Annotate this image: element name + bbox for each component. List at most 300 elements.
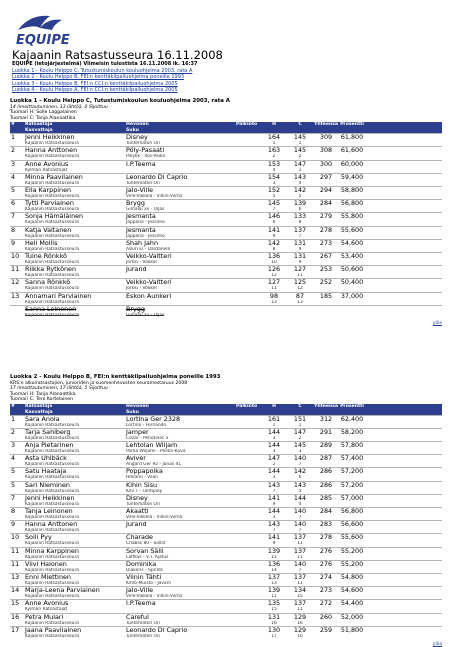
total-cell: 259 bbox=[313, 626, 339, 634]
table-row bbox=[10, 213, 442, 221]
h-place-cell: 9 bbox=[272, 501, 276, 507]
rider-cell: Enni Miettinen bbox=[24, 574, 125, 582]
pedigree-cell: Tuntematon Ori bbox=[126, 501, 161, 507]
c-place-cell: 4 bbox=[298, 501, 302, 507]
c-score-cell: 151 bbox=[287, 415, 313, 423]
h-place-cell: 11 bbox=[271, 594, 277, 600]
total-cell: 252 bbox=[313, 279, 339, 287]
c-place-cell: 1 bbox=[298, 422, 302, 428]
percent-cell: 54,600 bbox=[340, 239, 364, 247]
horse-cell: Pöly-Pasaati bbox=[125, 147, 235, 155]
col-h: H bbox=[261, 122, 287, 128]
col-club: Kasvattaja bbox=[24, 410, 125, 416]
rank-cell: 14 bbox=[10, 587, 24, 595]
rider-cell: Sara Anola bbox=[24, 415, 125, 423]
h-place-cell: 13 bbox=[271, 299, 277, 305]
horse-cell: Akaatti bbox=[125, 508, 235, 516]
h-score-cell: 152 bbox=[261, 187, 287, 195]
percent-cell: 59,400 bbox=[340, 173, 364, 181]
c-score-cell: 125 bbox=[287, 279, 313, 287]
horse-cell: Jamper bbox=[125, 428, 235, 436]
rider-cell: Anne Avonius bbox=[24, 600, 125, 608]
c-place-cell: 15 bbox=[297, 594, 303, 600]
h-score-cell: 135 bbox=[261, 600, 287, 608]
percent-cell: 57,800 bbox=[340, 441, 364, 450]
horse-cell: Shah Jahn bbox=[125, 239, 235, 247]
table-row bbox=[10, 415, 442, 423]
table-row bbox=[10, 147, 442, 155]
c-score-cell: 145 bbox=[287, 147, 313, 155]
rider-cell: Annamari Parviainen bbox=[24, 292, 125, 300]
c-score-cell: 143 bbox=[287, 173, 313, 181]
h-score-cell: 144 bbox=[261, 468, 287, 476]
percent-cell bbox=[339, 305, 365, 313]
percent-cell: 55,200 bbox=[340, 547, 364, 555]
class-link-2[interactable]: Luokka 2 - Koulu Helppo B, FEI:n kenttäkilpailuohjelma poneille 1993 bbox=[12, 74, 185, 81]
total-cell: 284 bbox=[313, 200, 339, 208]
rank-cell: 4 bbox=[10, 455, 24, 463]
horse-cell: Jurand bbox=[125, 266, 235, 274]
pedigree-cell: Askin El - Dardanelli bbox=[126, 246, 171, 252]
h-place-cell: 5 bbox=[272, 194, 276, 200]
total-cell: 260 bbox=[313, 613, 339, 621]
c-score-cell: 139 bbox=[287, 200, 313, 208]
class-1-section bbox=[10, 98, 442, 326]
col-rank: # bbox=[10, 122, 24, 128]
table-row bbox=[10, 187, 442, 195]
class-2-meta-2: Tuomari H: Tanja Alanaattika bbox=[10, 391, 76, 397]
col-judge: Palkinto bbox=[235, 122, 261, 128]
table-row bbox=[10, 547, 442, 555]
c-score-cell bbox=[287, 305, 313, 313]
h-score-cell: 127 bbox=[261, 279, 287, 287]
rider-cell: Katja Valtanen bbox=[24, 226, 125, 234]
h-place-cell: 7 bbox=[272, 488, 276, 494]
c-score-cell: 131 bbox=[287, 239, 313, 247]
c-place-cell: 7 bbox=[298, 567, 302, 573]
table-row bbox=[10, 468, 442, 476]
table-row bbox=[10, 534, 442, 542]
club-cell: Kajaanin Ratsastusseura bbox=[25, 435, 79, 441]
total-cell: 278 bbox=[313, 534, 339, 542]
c-score-cell: 143 bbox=[287, 481, 313, 489]
total-cell: 279 bbox=[313, 213, 339, 221]
class-1-title: Luokka 1 - Koulu Helppo C, Tutustumiskoulun kouluohjelma 2003, rata A bbox=[10, 98, 230, 104]
total-cell: 273 bbox=[313, 239, 339, 247]
rider-cell: Anja Pietarinen bbox=[24, 442, 125, 450]
col-rider: Ratsastaja bbox=[24, 122, 125, 128]
total-cell: 284 bbox=[313, 508, 339, 516]
c-score-cell: 131 bbox=[287, 253, 313, 261]
total-cell: 285 bbox=[313, 494, 339, 502]
h-score-cell: 144 bbox=[261, 428, 287, 436]
club-cell: Kajaanin Ratsastusseura bbox=[25, 207, 79, 213]
c-place-cell: 7 bbox=[298, 528, 302, 534]
total-cell: 185 bbox=[313, 292, 339, 300]
rank-cell: 11 bbox=[10, 266, 24, 274]
table-row bbox=[10, 613, 442, 621]
rank-cell: 7 bbox=[10, 213, 24, 221]
pedigree-cell: Jorkki - Vokker bbox=[126, 286, 158, 292]
table-row bbox=[10, 574, 442, 582]
c-score-cell: 140 bbox=[287, 560, 313, 568]
h-place-cell: 17 bbox=[271, 633, 277, 639]
c-score-cell: 147 bbox=[287, 160, 313, 168]
c-score-cell: 137 bbox=[287, 226, 313, 234]
total-cell: 276 bbox=[313, 560, 339, 568]
rank-cell: 5 bbox=[10, 187, 24, 195]
h-score-cell bbox=[261, 305, 287, 313]
c-place-cell: 16 bbox=[297, 633, 303, 639]
col-horse: Hevonen bbox=[125, 122, 235, 128]
percent-cell: 56,800 bbox=[340, 507, 364, 516]
h-place-cell: 13 bbox=[271, 581, 277, 587]
h-score-cell: 136 bbox=[261, 560, 287, 568]
pedigree-cell: Lortino - Fernando bbox=[126, 422, 167, 428]
rank-cell: 1 bbox=[10, 415, 24, 423]
class-link-3[interactable]: Luokka 3 - Koulu Helppo B, FEI:n CCI:n kenttäkilpailuohjelma 2005 bbox=[12, 80, 178, 87]
total-cell: 300 bbox=[313, 160, 339, 168]
update-text: EQUIPE (ietojärjestelmä) Viimeisin tulostista 16.11.2008 lk. 16:37 bbox=[12, 61, 198, 67]
total-cell: 308 bbox=[313, 147, 339, 155]
total-cell: 272 bbox=[313, 600, 339, 608]
h-score-cell: 130 bbox=[261, 626, 287, 634]
table-row bbox=[10, 226, 442, 234]
c-score-cell: 137 bbox=[287, 600, 313, 608]
pedigree-cell: Kihi T - Tahtipoly bbox=[126, 488, 163, 494]
club-cell: Kajaanin Ratsastusseura bbox=[25, 567, 79, 573]
horse-cell: Lehtolan Wiljam bbox=[125, 442, 235, 450]
col-total: Yhteensä bbox=[314, 403, 339, 409]
percent-cell: 54,600 bbox=[340, 586, 364, 595]
class-1-meta-1: Tuomari H: Solle Laggalainen bbox=[10, 110, 77, 116]
page-title: Kajaanin Ratsastusseura 16.11.2008 bbox=[12, 48, 223, 62]
club-cell: Kajaanin Ratsastusseura bbox=[25, 515, 79, 521]
rider-cell: Sanna Rönkkö bbox=[24, 279, 125, 287]
table-row bbox=[10, 587, 442, 595]
class-2-meta-0: KRS:n alkuiratsastajien, junioriden ja suomenhevosten seuramestaruus 2008 bbox=[10, 381, 188, 386]
c-score-cell: 134 bbox=[287, 587, 313, 595]
h-score-cell: 142 bbox=[261, 239, 287, 247]
percent-cell: 52,000 bbox=[340, 613, 364, 621]
club-cell: Kajaanin Ratsastusseura bbox=[25, 462, 79, 468]
rider-cell: Tanja Leinonen bbox=[24, 508, 125, 516]
table-row bbox=[10, 134, 442, 142]
horse-cell: I.P.Teema bbox=[125, 160, 235, 168]
class-2-meta-3: Tuomari C: Tero Kortelainen bbox=[10, 397, 73, 403]
h-place-cell: 11 bbox=[271, 286, 277, 292]
rank-cell: 17 bbox=[10, 626, 24, 634]
rank-cell: 2 bbox=[10, 428, 24, 436]
club-cell: Kylmän Ratsastajat bbox=[25, 167, 68, 173]
club-cell: Kajaanin Ratsastusseura bbox=[25, 273, 79, 279]
horse-cell: I.P.Teema bbox=[125, 600, 235, 608]
club-cell: Kajaanin Ratsastusseura bbox=[25, 246, 79, 252]
col-rider: Ratsastaja bbox=[24, 404, 125, 410]
class-2-title: Luokka 2 - Koulu Helppo B, FEI:n kenttäkilpailuohjelma poneille 1993 bbox=[10, 374, 221, 380]
c-place-cell: 11 bbox=[297, 607, 303, 613]
pedigree-cell: Laffkas - V.T. Ajatus bbox=[126, 554, 169, 560]
c-place-cell bbox=[287, 313, 313, 318]
club-cell: Kajaanin Ratsastusseura bbox=[25, 260, 79, 266]
horse-cell: Leonardo Di Caprio bbox=[125, 626, 235, 634]
percent-cell: 55,600 bbox=[340, 533, 364, 542]
total-cell: 274 bbox=[313, 574, 339, 582]
c-score-cell: 140 bbox=[287, 455, 313, 463]
club-cell: Kajaanin Ratsastusseura bbox=[25, 554, 79, 560]
pedigree-cell: Tuntematon Ori bbox=[126, 620, 161, 626]
pedigree-cell: Jappana - Jessimo bbox=[126, 220, 165, 226]
horse-cell: Brygg bbox=[125, 305, 235, 313]
percent-cell: 60,000 bbox=[340, 160, 364, 168]
horse-cell: Leonardo Di Caprio bbox=[125, 173, 235, 181]
table-row bbox=[10, 239, 442, 247]
col-h: H bbox=[261, 404, 287, 410]
pedigree-cell: Kihlo-Muisto - Javärli bbox=[126, 581, 171, 587]
horse-cell: Eskon Aunkeri bbox=[125, 292, 235, 300]
percent-cell: 57,400 bbox=[340, 454, 364, 463]
total-cell: 309 bbox=[313, 134, 339, 142]
pedigree-cell: Angard Ger 92 - Jonas 41 bbox=[126, 462, 182, 468]
club-cell: Kajaanin Ratsastusseura bbox=[25, 594, 79, 600]
percent-cell: 37,000 bbox=[340, 292, 364, 300]
c-place-cell: 7 bbox=[298, 515, 302, 521]
pedigree-cell: Tuntematon Ori bbox=[126, 141, 161, 147]
club-cell: Kajaanin Ratsastusseura bbox=[25, 312, 79, 318]
total-cell: 286 bbox=[313, 468, 339, 476]
rank-cell: 9 bbox=[10, 239, 24, 247]
h-place-cell: 1 bbox=[272, 141, 276, 147]
h-score-cell: 98 bbox=[261, 292, 287, 300]
col-c: C bbox=[287, 122, 313, 128]
c-score-cell: 87 bbox=[287, 292, 313, 300]
pedigree-cell: Jorkki - Vokker bbox=[126, 260, 158, 266]
rank-cell: 4 bbox=[10, 173, 24, 181]
h-score-cell: 141 bbox=[261, 534, 287, 542]
h-place-cell: 15 bbox=[271, 607, 277, 613]
c-place-cell: 11 bbox=[297, 273, 303, 279]
total-cell: 286 bbox=[313, 481, 339, 489]
table-row bbox=[10, 494, 442, 502]
back-to-top-link[interactable]: ylös bbox=[432, 321, 442, 327]
rider-cell: Petra Mulari bbox=[24, 613, 125, 621]
pedigree-cell: Diakoris - Sprilds bbox=[126, 567, 163, 573]
club-cell: Kajaanin Ratsastusseura bbox=[25, 141, 79, 147]
h-place-cell: 3 bbox=[272, 475, 276, 481]
rider-cell: Tarja Sahlberg bbox=[24, 428, 125, 436]
rider-cell: Jaana Paavilainen bbox=[24, 626, 125, 634]
table-row bbox=[10, 200, 442, 208]
c-place-cell: 11 bbox=[297, 554, 303, 560]
percent-cell: 57,200 bbox=[340, 467, 364, 476]
horse-cell: Veikko-Valtteri bbox=[125, 253, 235, 261]
club-cell: Kajaanin Ratsastusseura bbox=[25, 541, 79, 547]
h-score-cell: 145 bbox=[261, 200, 287, 208]
back-to-top-link[interactable]: ylös bbox=[432, 642, 442, 647]
c-score-cell: 129 bbox=[287, 613, 313, 621]
club-cell: Kajaanin Ratsastusseura bbox=[25, 449, 79, 455]
rank-cell: 10 bbox=[10, 534, 24, 542]
c-place-cell: 13 bbox=[297, 299, 303, 305]
col-judge: Palkinto bbox=[235, 404, 261, 410]
h-place-cell: 3 bbox=[272, 180, 276, 186]
c-score-cell: 142 bbox=[287, 187, 313, 195]
c-score-cell: 147 bbox=[287, 428, 313, 436]
col-total: Yhteensä bbox=[314, 122, 339, 128]
h-place-cell: 2 bbox=[272, 462, 276, 468]
col-c: C bbox=[287, 404, 313, 410]
h-score-cell: 144 bbox=[261, 442, 287, 450]
h-place-cell bbox=[261, 313, 287, 318]
horse-cell: Careful bbox=[125, 613, 235, 621]
horse-cell: Aviver bbox=[125, 455, 235, 463]
h-place-cell: 14 bbox=[271, 567, 277, 573]
pedigree-cell: Porka Wiljami - Pestin-Kuva bbox=[126, 449, 186, 455]
percent-cell: 57,000 bbox=[340, 494, 364, 502]
rank-cell: 3 bbox=[10, 442, 24, 450]
table-row bbox=[10, 442, 442, 450]
c-place-cell: 9 bbox=[298, 260, 302, 266]
col-club: Kasvattaja bbox=[24, 128, 125, 134]
c-place-cell: 9 bbox=[298, 246, 302, 252]
club-cell: Kajaanin Ratsastusseura bbox=[25, 475, 79, 481]
club-cell: Kajaanin Ratsastusseura bbox=[25, 488, 79, 494]
col-pct: Prosentti bbox=[340, 403, 364, 409]
rank-cell: 2 bbox=[10, 147, 24, 155]
class-1-meta-2: Tuomari C: Tanja Alanaattika bbox=[10, 115, 76, 121]
club-cell: Kylmän Ratsastajat bbox=[25, 607, 68, 613]
rider-cell: Minna Karppinen bbox=[24, 547, 125, 555]
c-score-cell: 137 bbox=[287, 534, 313, 542]
class-2-meta-1: 17 ilmoittautuminen, 17 lähtöä, 5 Sijoittuu bbox=[10, 386, 108, 392]
pedigree-cell: Pölykk - Ilos-Paika bbox=[126, 154, 166, 160]
table-row bbox=[10, 279, 442, 287]
c-score-cell: 144 bbox=[287, 494, 313, 502]
percent-cell: 54,800 bbox=[340, 573, 364, 582]
horse-cell: Jurand bbox=[125, 521, 235, 529]
horse-cell: Kihin Sisu bbox=[125, 481, 235, 489]
col-horse: Hevonen bbox=[125, 404, 235, 410]
rider-cell: Jenni Heikkinen bbox=[24, 494, 125, 502]
table-row-detail bbox=[10, 313, 442, 318]
club-cell: Kajaanin Ratsastusseura bbox=[25, 233, 79, 239]
rank-cell: 15 bbox=[10, 600, 24, 608]
percent-cell: 61,800 bbox=[340, 133, 364, 142]
club-cell: Kajaanin Ratsastusseura bbox=[25, 180, 79, 186]
c-score-cell: 133 bbox=[287, 213, 313, 221]
h-place-cell: 8 bbox=[272, 246, 276, 252]
h-score-cell: 136 bbox=[261, 253, 287, 261]
pedigree-cell: Gimalai xx - Uljas bbox=[126, 312, 165, 318]
col-horse-sub: Suku bbox=[125, 128, 235, 134]
class-link-4[interactable]: Luokka 4 - Koulu Helppo A, FEI:n CCI:n kenttäkilpailuohjelma 2005 bbox=[12, 87, 178, 94]
pedigree-cell: Chablis 80 - Sollst bbox=[126, 541, 166, 547]
h-place-cell: 7 bbox=[272, 207, 276, 213]
pedigree-cell: Cezar - Pehotinec x bbox=[126, 435, 169, 441]
h-score-cell: 126 bbox=[261, 266, 287, 274]
percent-cell: 50,400 bbox=[340, 278, 364, 287]
table-row bbox=[10, 173, 442, 181]
rank-cell: 9 bbox=[10, 521, 24, 529]
rank-cell: 13 bbox=[10, 574, 24, 582]
club-cell: Kajaanin Ratsastusseura bbox=[25, 633, 79, 639]
rider-cell: Heli Mollis bbox=[24, 239, 125, 247]
total-cell: 287 bbox=[313, 455, 339, 463]
rider-cell: Tuine Rönkkö bbox=[24, 253, 125, 261]
table-row bbox=[10, 560, 442, 568]
rider-cell: Minna Paavilainen bbox=[24, 173, 125, 181]
percent-cell: 53,400 bbox=[340, 252, 364, 261]
pedigree-cell: Hekarei - Vilari bbox=[126, 475, 159, 481]
pedigree-cell: Tuntematon Ori bbox=[126, 633, 161, 639]
rider-cell: Riikka Rytkönen bbox=[24, 266, 125, 274]
percent-cell: 50,600 bbox=[340, 265, 364, 274]
c-place-cell: 6 bbox=[298, 207, 302, 213]
h-score-cell: 154 bbox=[261, 173, 287, 181]
percent-cell: 55,200 bbox=[340, 560, 364, 568]
rank-cell: 13 bbox=[10, 292, 24, 300]
rider-cell: Tytti Parviainen bbox=[24, 200, 125, 208]
h-place-cell: 9 bbox=[272, 541, 276, 547]
rank-cell: 10 bbox=[10, 253, 24, 261]
c-score-cell: 140 bbox=[287, 508, 313, 516]
c-place-cell: 2 bbox=[298, 435, 302, 441]
percent-cell: 56,800 bbox=[340, 199, 364, 208]
table-row bbox=[10, 481, 442, 489]
class-link-1[interactable]: Luokka 1 - Koulu Helppo C, Tutustumiskoulun kouluohjelma 2003, rata A bbox=[12, 67, 193, 74]
percent-cell: 57,200 bbox=[340, 481, 364, 489]
club-cell: Kajaanin Ratsastusseura bbox=[25, 154, 79, 160]
h-score-cell: 146 bbox=[261, 213, 287, 221]
c-score-cell: 145 bbox=[287, 134, 313, 142]
club-cell: Kajaanin Ratsastusseura bbox=[25, 299, 79, 305]
horse-cell: Charade bbox=[125, 534, 235, 542]
rider-cell: Sonja Hämäläinen bbox=[24, 213, 125, 221]
total-cell: 278 bbox=[313, 226, 339, 234]
c-place-cell: 11 bbox=[297, 541, 303, 547]
rider-cell: Ella Karppinen bbox=[24, 187, 125, 195]
h-place-cell: 7 bbox=[272, 528, 276, 534]
rider-cell: Viivi Halonen bbox=[24, 560, 125, 568]
rider-cell: Satu Haataja bbox=[24, 468, 125, 476]
rank-cell: 3 bbox=[10, 160, 24, 168]
h-place-cell: 1 bbox=[272, 422, 276, 428]
pedigree-cell: Ville-Vikkelä - Vilkin-Viima bbox=[126, 594, 183, 600]
c-place-cell: 2 bbox=[298, 154, 302, 160]
horse-cell: Dominika bbox=[125, 560, 235, 568]
table-row bbox=[10, 600, 442, 608]
rider-cell: Anne Avonius bbox=[24, 160, 125, 168]
h-score-cell: 147 bbox=[261, 455, 287, 463]
total-cell: 283 bbox=[313, 521, 339, 529]
class-2-section bbox=[10, 374, 442, 647]
h-place-cell: 10 bbox=[271, 260, 277, 266]
col-horse-sub: Suku bbox=[125, 410, 235, 416]
h-score-cell: 164 bbox=[261, 134, 287, 142]
club-cell: Kajaanin Ratsastusseura bbox=[25, 501, 79, 507]
table-row bbox=[10, 292, 442, 300]
rider-cell: Sari Nieminen bbox=[24, 481, 125, 489]
h-place-cell: 11 bbox=[271, 554, 277, 560]
col-rank: # bbox=[10, 404, 24, 410]
rider-cell: Hanna Anttonen bbox=[24, 521, 125, 529]
rank-cell: 8 bbox=[10, 508, 24, 516]
table-row bbox=[10, 160, 442, 168]
total-cell: 273 bbox=[313, 587, 339, 595]
c-place-cell: 6 bbox=[298, 475, 302, 481]
table-row bbox=[10, 266, 442, 274]
horse-cell: Jesmanta bbox=[125, 213, 235, 221]
